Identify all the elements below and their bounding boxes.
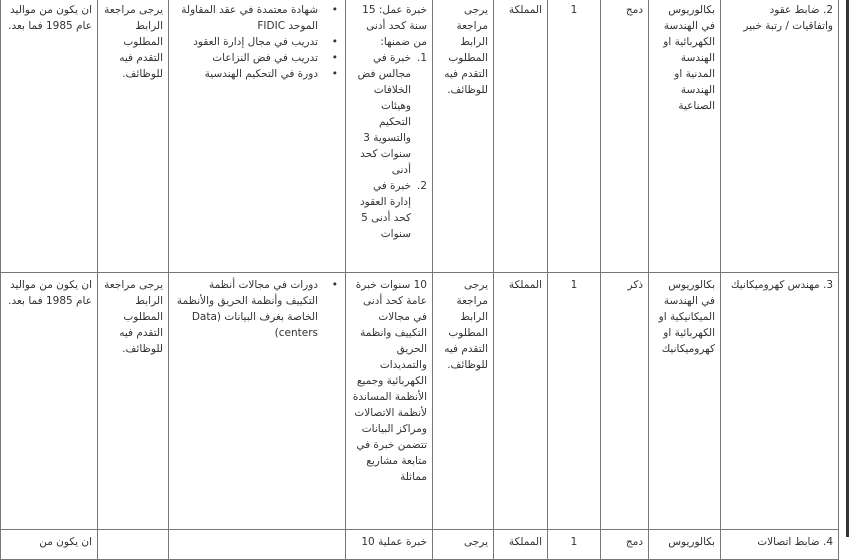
count: 1 bbox=[548, 273, 601, 530]
apply-note-2: يرجى مراجعة الرابط المطلوب التقدم فيه للوظائف. bbox=[98, 273, 169, 530]
item-text: خبرة في إدارة العقود كحد أدنى 5 سنوات bbox=[359, 180, 411, 240]
item-number: 2. bbox=[416, 180, 427, 192]
training-item: • تدريب في فض النزاعات bbox=[174, 50, 318, 66]
gender: ذكر bbox=[601, 273, 649, 530]
count: 1 bbox=[548, 0, 601, 273]
training bbox=[169, 273, 346, 530]
experience-item bbox=[351, 50, 427, 178]
training-item: • شهادة معتمدة في عقد المقاولة الموحد FIDIC bbox=[174, 2, 318, 34]
apply-note-2: يرجى مراجعة الرابط المطلوب التقدم فيه للوظائف. bbox=[98, 0, 169, 273]
location: المملكة bbox=[494, 0, 548, 273]
job-title: 3. مهندس كهروميكانيك bbox=[721, 273, 839, 530]
qualification: بكالوريوس في الهندسة الميكانيكية او الكهربائية او كهروميكانيك bbox=[649, 273, 721, 530]
count: 1 bbox=[548, 530, 601, 560]
job-title: 4. ضابط اتصالات bbox=[721, 530, 839, 560]
notes: ان يكون من bbox=[1, 530, 98, 560]
experience bbox=[346, 0, 433, 273]
gender: دمج bbox=[601, 530, 649, 560]
training bbox=[169, 0, 346, 273]
item-number: 1. bbox=[416, 52, 427, 64]
notes: ان يكون من مواليد عام 1985 فما بعد. bbox=[1, 273, 98, 530]
job-title: 2. ضابط عقود واتفاقيات / رتبة خبير bbox=[721, 0, 839, 273]
page-edge bbox=[846, 0, 849, 537]
item-text: خبرة في مجالس فض الخلافات وهيئات التحكيم والتسوية 3 سنوات كحد أدنى bbox=[357, 52, 411, 176]
notes: ان يكون من مواليد عام 1985 فما بعد. bbox=[1, 0, 98, 273]
table-row bbox=[1, 530, 839, 560]
qualification: بكالوريوس bbox=[649, 530, 721, 560]
apply-note: يرجى مراجعة الرابط المطلوب التقدم فيه للوظائف. bbox=[433, 0, 494, 273]
qualification: بكالوريوس في الهندسة الكهربائية او الهندسة المدنية او الهندسة الصناعية bbox=[649, 0, 721, 273]
experience: خبرة عملية 10 bbox=[346, 530, 433, 560]
training bbox=[169, 530, 346, 560]
gender: دمج bbox=[601, 0, 649, 273]
training-item: • تدريب في مجال إدارة العقود bbox=[174, 34, 318, 50]
table-row bbox=[1, 0, 839, 273]
experience: 10 سنوات خبرة عامة كحد أدنى في مجالات التكييف وانظمة الحريق والتمديدات الكهربائية وجميع الأنظمة المساندة لأنظمة الاتصالات ومراكز البيانات تتضمن خبرة في متابعة مشاريع مماثلة bbox=[346, 273, 433, 530]
training-item: • دورة في التحكيم الهندسية bbox=[174, 66, 318, 82]
training-item: • دورات في مجالات أنظمة التكييف وأنظمة الحريق والأنظمة الخاصة بغرف البيانات (Data centers) bbox=[174, 277, 318, 341]
experience-item bbox=[351, 178, 427, 242]
location: المملكة bbox=[494, 530, 548, 560]
experience-intro: خبرة عمل: 15 سنة كحد أدنى من ضمنها: bbox=[362, 4, 427, 48]
apply-note: يرجى bbox=[433, 530, 494, 560]
apply-note: يرجى مراجعة الرابط المطلوب التقدم فيه للوظائف. bbox=[433, 273, 494, 530]
location: المملكة bbox=[494, 273, 548, 530]
apply-note-2 bbox=[98, 530, 169, 560]
table-row bbox=[1, 273, 839, 530]
